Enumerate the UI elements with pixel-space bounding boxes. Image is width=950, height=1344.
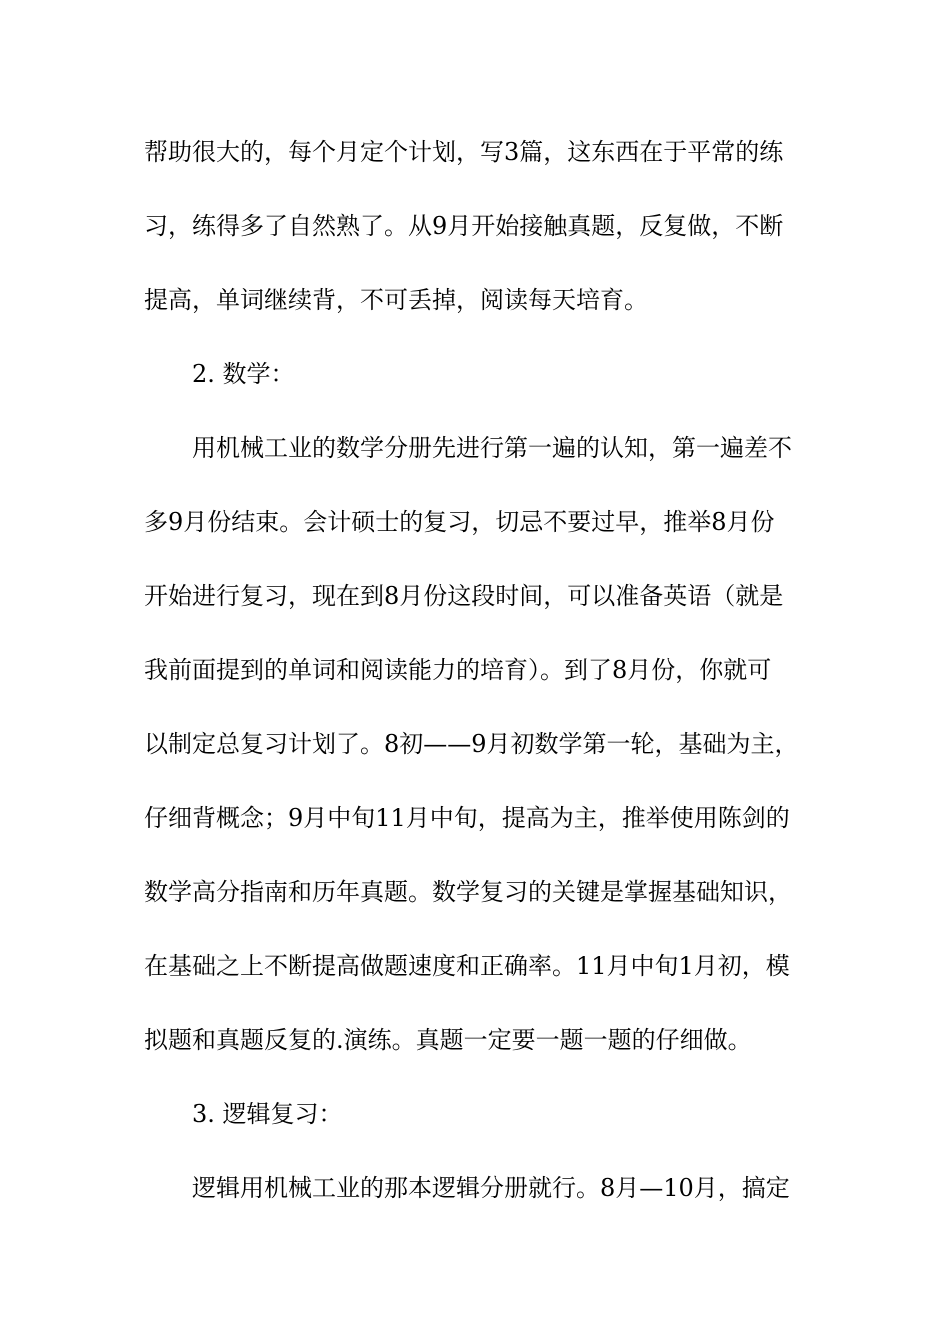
text-line: 逻辑用机械工业的那本逻辑分册就行。8月—10月，搞定 [192,1174,790,1202]
text-line: 我前面提到的单词和阅读能力的培育）。到了8月份，你就可 [144,656,772,684]
text-line: 拟题和真题反复的.演练。真题一定要一题一题的仔细做。 [144,1026,752,1054]
text-line: 多9月份结束。会计硕士的复习，切忌不要过早，推举8月份 [144,508,775,536]
section-heading-math: 2. 数学： [192,360,295,388]
text-line: 数学高分指南和历年真题。数学复习的关键是掌握基础知识， [144,878,792,906]
text-line: 提高，单词继续背，不可丢掉，阅读每天培育。 [144,286,648,314]
text-line: 开始进行复习，现在到8月份这段时间，可以准备英语（就是 [144,582,784,610]
text-line: 习，练得多了自然熟了。从9月开始接触真题，反复做，不断 [144,212,784,240]
text-line: 帮助很大的，每个月定个计划，写3篇，这东西在于平常的练 [144,138,784,166]
text-line: 以制定总复习计划了。8初——9月初数学第一轮，基础为主， [144,730,799,758]
text-line: 在基础之上不断提高做题速度和正确率。11月中旬1月初，模 [144,952,790,980]
text-line: 仔细背概念；9月中旬11月中旬，提高为主，推举使用陈剑的 [144,804,790,832]
text-line: 用机械工业的数学分册先进行第一遍的认知，第一遍差不 [192,434,792,462]
section-heading-logic: 3. 逻辑复习： [192,1100,343,1128]
